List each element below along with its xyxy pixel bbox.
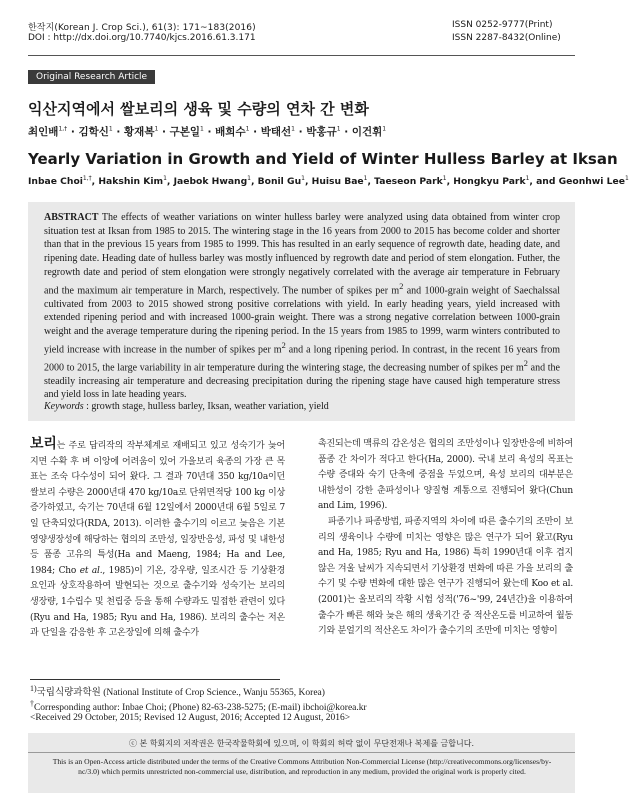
doi-link[interactable]: DOI : http://dx.doi.org/10.7740/kjcs.2016.61.3.171	[28, 33, 256, 43]
title-korean: 익산지역에서 쌀보리의 생육 및 수량의 연차 간 변화	[28, 100, 369, 118]
body-paragraph-cont: , 1985)이 기온, 강우량, 일조시간 등 기상환경 요인과 상호작용하여 발현되는 것으로 출수기와 성숙기는 보리의 생장량, 1수립수 및 천립중 등을 통해 수량과도 밀접한 관련이 있다(Ryu and Ha, 1985; Ryu and Ha, 1986). 보리의 출수는 저온과 단일을 감응한 후 고온장일에 의해 출수가	[30, 565, 285, 639]
body-paragraph: 촉진되는데 맥류의 감온성은 협의의 조만성이나 일장반응에 비하여 품종 간 차이가 적다고 한다(Ha, 2000). 국내 보리 육성의 목표는 수량 증대와 숙기 단축에 중점을 두었으며, 육성 보리의 대부분은 내한성이 강한 춘파성이나 양질형 계통으로 진행되어 왔다(Chun and Lim, 1996).	[318, 439, 573, 512]
journal-citation: 한작지(Korean J. Crop Sci.), 61(3): 171~183(2016)	[28, 23, 256, 33]
keywords: Keywords : growth stage, hulless barley, Iksan, weather variation, yield	[44, 401, 329, 412]
footnote-institution: $^{1)}$국립식량과학원 (National Institute of Crop Science., Wanju 55365, Korea)	[30, 684, 325, 699]
license-text: This is an Open-Access article distributed under the terms of the Creative Commons Attribution Non-Commercial License (http://creativecommons.org/licenses/by-nc/3.0) which permits unrestricted non-commercial use, distribution, and reproduction in any medium, provided the original work is properly cited.	[52, 757, 552, 776]
article-type-badge: Original Research Article	[28, 70, 155, 84]
footnote-dates: <Received 29 October, 2015; Revised 12 August, 2016; Accepted 12 August, 2016>	[30, 713, 351, 723]
body-paragraph: 는 주로 답리작의 작부체계로 재배되고 있고 성숙기가 늦어지면 수확 후 벼 이앙에 어려움이 있어 가을보리 육종의 가장 큰 목표는 조숙 다수성이 되어 왔다. 그 결과 70년대 350 kg/10a이던 쌀보리 수량은 2000년대 470 kg/10a로 단위면적당 100 kg 이상 증가하였고, 숙기는 70년대 6월 12일에서 2000년대 6월 5일로 7일 단축되었다(RDA, 2013). 이러한 출수기의 이르고 늦음은 기본영양생장성에 해당하는 협의의 조만성, 일장반응성, 파성 및 내한성 등 품종 고유의 특성(Ha and Maeng, 1984; Ha and Lee, 1984; Cho	[30, 441, 285, 576]
copyright-notice: ⓒ 본 학회지의 저작권은 한국작물학회에 있으며, 이 학회의 허락 없이 무단전재나 복제를 금합니다.	[129, 739, 474, 748]
issn-online: ISSN 2287-8432(Online)	[452, 33, 561, 43]
drop-word: 보리	[30, 436, 57, 452]
authors-english: Inbae Choi$^{1,\dagger}$, Hakshin Kim$^1$, Jaebok Hwang$^1$, Bonil Gu$^1$, Huisu Bae$^1$, Taeseon Park$^1$, Hongkyu Park$^1$, and Geonhwi Lee$^1$	[28, 175, 629, 188]
issn-print: ISSN 0252-9777(Print)	[452, 20, 553, 30]
body-column-left: 보리는 주로 답리작의 작부체계로 재배되고 있고 성숙기가 늦어지면 수확 후 벼 이앙에 어려움이 있어 가을보리 육종의 가장 큰 목표는 조숙 다수성이 되어 왔다. 그 결과 70년대 350 kg/10a이던 쌀보리 수량은 2000년대 470 kg/10a로 단위면적당 100 kg 이상 증가하였고, 숙기는 70년대 6월 12일에서 2000년대 6월 5일로 7일 단축되었다(RDA, 2013). 이러한 출수기의 이르고 늦음은 기본영양생장성에 해당하는 협의의 조만성, 일장반응성, 파성 및 내한성 등 품종 고유의 특성(Ha and Maeng, 1984; Ha and Lee, 1984; Cho et al., 1985)이 기온, 강우량, 일조시간 등 기상환경 요인과 상호작용하여 발현되는 것으로 출수기와 성숙기는 보리의 생장량, 1수립수 및 천립중 등을 통해 수량과도 밀접한 관련이 있다(Ryu and Ha, 1985; Ryu and Ha, 1986). 보리의 출수는 저온과 단일을 감응한 후 고온장일에 의해 출수가	[30, 436, 285, 639]
abstract-text: ABSTRACT The effects of weather variations on winter hulless barley were analyzed using data obtained from winter crop situation test at Iksan from 1985 to 2015. The wintering stage in the 16 years from 2000 to 2015 has become colder and shorter than that in the previous 15 years from 1985 to 1999. This has resulted in an early sequence of regrowth date, heading date, and ripening date. Heading date of hulless barley was mostly influenced by regrowth date and period of stem elongation. Futher, the regrowth date and period of stem elongation were strongly negatively correlated with the average air temperature in February and the maximum air temperature in March, respectively. The number of spikes per $m^2$ and 1000-grain weight of Saechalssal cultivated from 2003 to 2015 showed strong positive correlations with yield. In early heading years, yield increased with extended ripening period and with increased 1000-grain weight. There was a strong negative correlation between 1000-grain weight and the average temperature during the ripening period. In the 15 years from 1985 to 1999, warm winters contributed to yield increase with increase in the number of spikes per $m^2$ and a long ripening period. In contrast, in the recent 16 years from 2000 to 2015, the large variability in air temperature during the wintering stage, the decreasing number of spikes per $m^2$ and the steadily increasing air temperature and decreasing precipitation during the ripening stage have caused high temperature stress and yield loss in late heading years.	[44, 212, 561, 401]
authors-korean: 최인배$^{1,\dagger}$ · 김학신$^1$ · 황재복$^1$ · 구본일$^1$ · 배희수$^1$ · 박태선$^1$ · 박홍규$^1$ · 이건휘$^1$	[28, 125, 387, 138]
body-column-right	[318, 437, 573, 640]
title-english: Yearly Variation in Growth and Yield of Winter Hulless Barley at Iksan	[28, 150, 618, 168]
keywords-label: Keywords	[44, 401, 84, 412]
header-divider	[28, 55, 575, 56]
footnote-corresponding: †Corresponding author: Inbae Choi; (Phone) 82-63-238-5275; (E-mail) ibchoi@korea.kr	[30, 699, 367, 714]
license-divider	[28, 752, 575, 753]
body-paragraph: 파종기나 파종방법, 파종지역의 차이에 따른 출수기의 조만이 보리의 생육이나 수량에 미치는 영향은 많은 연구가 되어 왔고(Ryu and Ha, 1985; Ryu and Ha, 1986) 특히 1990년대 이후 겹지 않은 겨울 날씨가 지속되면서 기상환경 변화에 따른 가을 보리의 출수기 및 수량 변화에 대한 많은 연구가 진행되어 왔는데 Koo et al. (2001)는 올보리의 작황 시험 성적('76~'99, 24년간)을 이용하여 출수가 빠른 해와 늦은 해의 생육기간 중 적산온도를 비교하여 월동기와 분얼기의 적산온도 차이가 출수기의 조만에 미치는 영향이	[318, 516, 573, 637]
abstract-label: ABSTRACT	[44, 212, 99, 223]
footnote-divider	[30, 679, 280, 680]
